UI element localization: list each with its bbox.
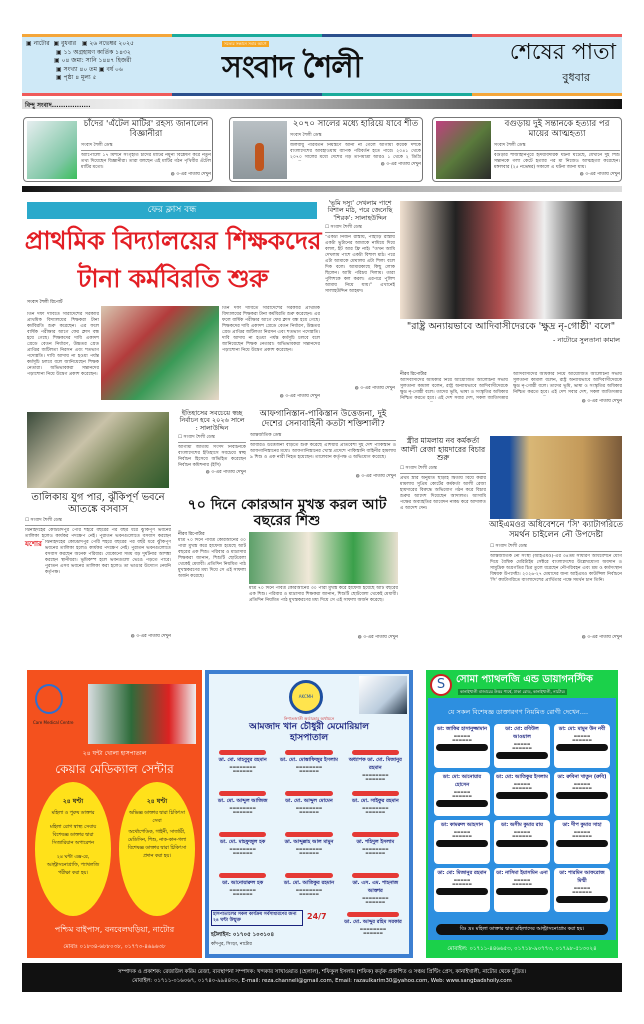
continued-link[interactable]: ৩-এর পাতায় দেখুন	[361, 473, 396, 479]
lead-byline: সংবাদ শৈলী রিপোর্ট	[27, 300, 63, 305]
ad-title: সোমা প্যাথলজি এন্ড ডায়াগনস্টিক	[456, 674, 593, 685]
doctor-card: ডা: মো: আনোয়ার হোসেন ▬▬▬▬▬ ▬▬▬▬▬▬	[434, 772, 490, 816]
section-strip	[22, 99, 622, 109]
afghan-story[interactable]: আফগানিস্তান-পাকিস্তান উত্তেজনা, দুই দেশের সেনাবাহিনী কতটা শক্তিশালী? আন্তর্জাতিক ডেস্ক আবারও উত্তেজনা বাড়তে শুরু করেছে এশিয়ার প্রতিবেশী দুই দেশ পাকিস্তান ও আফগানিস্তানের মধ্যে। আফগানিস্তানের খোস্ত প্রদেশে পাকিস্তানি বাহিনীর হামলায় ৯ শিশু ও এক নারী নিহত হয়েছেন। তালেবান কর্তৃপক্ষ এ অভিযোগ করেছে। ◍ ৩-এর পাতায় দেখুন	[250, 409, 396, 479]
doctor-list	[434, 724, 610, 912]
story-byline: সংবাদ শৈলী ডেস্ক	[183, 435, 215, 441]
lead-headline[interactable]: প্রাথমিক বিদ্যালয়ের শিক্ষকদের টানা কর্মবিরতি শুরু	[24, 226, 322, 293]
imo-story[interactable]: আইএমওর অধিবেশনে 'সি' ক্যাটাগরিতে সমর্থন চাইলেন নৌ উপদেষ্টা ☐ সংবাদ শৈলী ডেস্ক আন্তর্জাতিক নৌ সংস্থা (আইএমও)-এর ৩৪তম সাধারণ অধিবেশনে যোগ দিয়ে বৈশ্বিক মেরিটাইম সেক্টরে বাংলাদেশের উল্লেখযোগ্য অবদান ও সামুদ্রিক অগ্রগতির চিত্র তুলে ধরেছেন নৌপরিবহন এবং শ্রম ও কর্মসংস্থান বিষয়ক উপদেষ্টা। ২০২৬-২৭ মেয়াদের জন্য আইএমও কাউন্সিল নির্বাচনে 'সি' ক্যাটাগরিতে বাংলাদেশের প্রার্থিতার পক্ষে সমর্থন চান তিনি। ◍ ৩-এর পাতায় দেখুন	[489, 520, 623, 640]
ad-subtitle: নিশাতজাতী অর্ডারহার অর্থায়নে	[283, 716, 335, 721]
story-body-col2: ঝিনাইদহের কোটচাঁদপুর পৌর শহরে বছরের পর বছর ধরে ঝুঁকিপূর্ণ ভবনের তালিকা হলেও কার্যকর পদক্ষেপ নেই। পুরাতন ভবনগুলোতে বসবাস করছেন অনেক পরিবার। যেকোনো সময় বড় দুর্ঘটনার আশঙ্কা করছেন স্থানীয়রা। ভূমিকম্প হলে ভবনগুলো ভেঙে পড়তে পারে। পুরাতন এসব ভবনের তালিকা করা হলেও তা ভাঙার উদ্যোগ নেয়নি কর্তৃপক্ষ।	[44, 540, 171, 575]
lead-photo	[101, 306, 219, 400]
ad-notice: বিঃ দ্রঃ মহিলা ডাক্তার দ্বারা মহিলাদের আল্ট্রাসনোগ্রাম করা হয়।	[436, 924, 608, 935]
meta-hijri-date: ০৪ জমা: সানি ১৪৪৭ হিজরী	[61, 57, 132, 64]
doctor-name: ডা. মো. আতিকুর রহমান	[283, 880, 335, 886]
doctor-card: ডা. শহিদুল ইসলাম ▬▬▬▬▬▬▬▬ ▬▬▬▬▬▬	[344, 830, 407, 868]
hospital-logo: AKCMH	[289, 680, 323, 714]
doctor-name: ডা: মো: মিজানুর রহমান	[437, 870, 487, 876]
story-title[interactable]: ইতিহাসের সবচেয়ে স্বচ্ছ নির্বাচন হবে ২০২৬ সালে : সালাউদ্দিন	[179, 409, 245, 432]
meta-issue: সংখ্যা ৪০ তম	[63, 65, 97, 73]
logo-tagline: সত্যের সন্ধানে সবার আগে	[224, 41, 267, 46]
doctor-list	[211, 748, 407, 909]
doctor-name: ডা: জাকির হাসানুজ্জামান	[437, 726, 487, 732]
doctor-card: ডা. মো. মাহবুবুর রহমান ▬▬▬▬▬▬▬▬ ▬▬▬▬▬▬	[211, 748, 274, 786]
footer-publisher: সম্পাদক ও প্রকাশক: রেজাউল করিম রেজা, ব্যবস্থাপনা সম্পাদক: খন্দকার সাখাওয়াত (হেলাল), শফিকুল ইসলাম (শফিক) কর্তৃক প্রকাশিত ও সঞ্চয় প্রিন্টিং প্রেস, কানাইখালী, নাটোর থেকে মুদ্রিত।	[117, 969, 527, 975]
story-title[interactable]: আফগানিস্তান-পাকিস্তান উত্তেজনা, দুই দেশের সেনাবাহিনী কতটা শক্তিশালী?	[259, 409, 387, 429]
doctor-name: ডা: দীপ কুমার সাহা	[562, 822, 602, 828]
story-body: আদিবাসীদের অধিকার নিয়ে আয়োজিত আলোচনা সভায় সুলতানা কামাল বলেন, রাষ্ট্র অন্যায়ভাবে আদিবাসীদেরকে ক্ষুদ্র নৃ-গোষ্ঠী বলে। তাদের ভূমি, ভাষা ও সংস্কৃতির অধিকার নিশ্চিত করতে হবে। এই দেশ সবার দেশ, সকল জাতিসত্তার	[400, 378, 508, 401]
doctor-name: ডা. মো. আব্দুর রহিম সরকার	[344, 919, 402, 925]
location-label: যশোর	[25, 540, 42, 548]
doctor-name: ডা. মো. সাইফুর রহমান	[351, 798, 399, 804]
story-byline: সংবাদ শৈলী ডেস্ক	[30, 518, 62, 523]
lead-body: তিন দফা দাবিতে সারাদেশের সরকারি প্রাথমিক বিদ্যালয়ের শিক্ষকরা টানা কর্মবিরতি শুরু করেছেন। এর ফলে বার্ষিক পরীক্ষার আগে ফের ক্লাস বন্ধ হয়ে গেছে। শিক্ষকদের দাবি একাদশ গ্রেডে বেতন নির্ধারণ, উচ্চতর গ্রেড প্রাপ্তির জটিলতা নিরসন এবং শতভাগ পদোন্নতি। দাবি আদায় না হওয়া পর্যন্ত কর্মসূচি চলবে বলে জানিয়েছেন শিক্ষক নেতারা। অভিভাবকরা সন্তানদের পড়াশোনা নিয়ে উদ্বেগ প্রকাশ করেছেন।	[27, 312, 99, 377]
page-title: শেষের পাতা	[509, 40, 616, 65]
ad-amjad-hospital[interactable]	[205, 670, 413, 958]
ad-address: কাঁদপুর, সিংড়া, নাটোর	[211, 942, 252, 947]
doctor-card: ডা. মো. আব্দুর রহিম সরকার ▬▬▬▬▬▬▬▬ ▬▬▬▬▬▬	[339, 910, 407, 946]
story-byline: আন্তর্জাতিক ডেস্ক	[250, 432, 396, 441]
doctor-card: ডা: মো: রবিউল আওয়াল ▬▬▬▬▬ ▬▬▬▬▬▬	[494, 724, 550, 768]
ad-care-medical[interactable]	[27, 670, 202, 958]
hospital-photo	[88, 684, 196, 744]
continued-link[interactable]: ৩-এর পাতায় দেখুন	[585, 171, 620, 177]
doctor-card: ডা: মো: মিজানুর রহমান ▬▬▬▬▬ ▬▬▬▬▬▬	[434, 868, 490, 912]
doctor-name: ডা. মো. মাহফুজুল হক	[220, 839, 266, 845]
microscope-photo	[359, 676, 407, 714]
ad-hotline[interactable]: হটলাইন: ০১৭০৫ ১০৩১০৪	[211, 932, 275, 938]
care-logo-icon	[35, 684, 63, 714]
story-byline: সংবাদ শৈলী ডেস্ক	[290, 132, 421, 141]
story-body: মাত্র ৭০ দিনে পবিত্র কোরআনের ৩০ পারা মুখস্ত করে হাফেজ হয়েছে আট বছরের এক শিশু। পরিবার ও মাদ্রাসার শিক্ষকরা জানান, শিশুটি ছোটবেলা থেকেই মেধাবী। প্রতিদিন নিয়মিত পাঠ মুখস্তকরণের মধ্য দিয়ে সে এই সাফল্য অর্জন করেছে।	[178, 538, 246, 580]
ad-oval-right: ২৪ ঘণ্টা অভিজ্ঞ ডাক্তার দ্বারা চিকিৎসা সেবা অর্থোপেডিক, গাইনী, সার্জারী, মেডিসিন, শিশু, নাক-কান-গলা বিশেষজ্ঞ ডাক্তার দ্বারা চিকিৎসা প্রদান করা হয়।	[119, 782, 195, 916]
doctor-card: ডা. আনোয়ারুল হক ▬▬▬▬▬▬▬▬ ▬▬▬▬▬▬	[211, 871, 274, 909]
ad-address: পশ্চিম বাইপাস, বনবেলঘড়িয়া, নাটোর	[54, 925, 175, 934]
continued-link[interactable]: ৩-এর পাতায় দেখুন	[587, 635, 622, 640]
doctor-name: ডা: কামরুল আহসান	[440, 822, 484, 828]
story-photo	[27, 121, 77, 179]
doctor-card: ডা: মো: মামুন উন নবী ▬▬▬▬▬ ▬▬▬▬▬▬	[554, 724, 610, 768]
divider	[22, 186, 622, 192]
quote-story-photo	[400, 201, 622, 319]
newspaper-logo[interactable]: সংবাদ শৈলী	[222, 50, 362, 85]
story-title[interactable]: স্ত্রীর মামলায় নব কর্মকর্তা আলী রেজা হায়দারের বিচার শুরু	[400, 436, 486, 463]
doctor-card: ডা: শারমিন আফরোজ মিম্মী ▬▬▬▬▬ ▬▬▬▬▬▬	[554, 868, 610, 912]
story-byline: সংবাদ শৈলী ডেস্ক	[405, 465, 437, 471]
lead-kicker: ফের ক্লাস বন্ধ	[27, 202, 317, 219]
story-body: প্রথম স্ত্রীর অনুমতি ছাড়াই দ্বিতীয় বিয়ে করার মামলায় সুপ্রিম কোর্টের কর্মকর্তা আলী রেজা হায়দারের বিরুদ্ধে অভিযোগ গঠন করে বিচার শুরুর আদেশ দিয়েছেন আদালত। আসামি পক্ষের অব্যাহতির আবেদন নাকচ করে আদালত এ আদেশ দেন।	[400, 475, 486, 511]
ad-title: কেয়ার মেডিক্যাল সেন্টার	[55, 762, 174, 776]
story-title[interactable]: 'ভূমি দস্যু' দেখলাম পাশে বিশাল মাঠ, পরে জেনেছি 'শিরক': সালাহউদ্দিন	[327, 199, 393, 222]
wife-case-story[interactable]: স্ত্রীর মামলায় নব কর্মকর্তা আলী রেজা হায়দারের বিচার শুরু ☐ সংবাদ শৈলী ডেস্ক প্রথম স্ত্রীর অনুমতি ছাড়াই দ্বিতীয় বিয়ে করার মামলায় সুপ্রিম কোর্টের কর্মকর্তা আলী রেজা হায়দারের বিরুদ্ধে অভিযোগ গঠন করে বিচার শুরুর আদেশ দিয়েছেন আদালত। আসামি পক্ষের অব্যাহতির আবেদন নাকচ করে আদালত এ আদেশ দেন।	[400, 437, 486, 626]
badge-24-7: 24/7	[307, 912, 327, 921]
building-headline[interactable]: তালিকায় যুগ পার, ঝুঁকিপূর্ণ ভবনে আতঙ্কে বসবাস	[31, 492, 165, 515]
ad-soma-pathology[interactable]	[426, 670, 618, 958]
issue-meta: ▣ নাটোর ▣ বুধবার ▣ ২৬ নভেম্বর ২০২৫ ▣ ১১ অগ্রহায়ণ কার্তিক ১৪৩২ ▣ ০৪ জমা: সানি ১৪৪৭ হিজরী ▣ সংখ্যা ৪০ তম ▣ বর্ষ ০৬ ▣ পৃষ্ঠা ৪ মূল্য ৫	[26, 40, 134, 81]
continued-link[interactable]: ৩-এর পাতায় দেখুন	[360, 386, 395, 392]
lead-body-col2: তিন দফা দাবিতে সারাদেশের সরকারি প্রাথমিক বিদ্যালয়ের শিক্ষকরা টানা কর্মবিরতি শুরু করেছেন। এর ফলে বার্ষিক পরীক্ষার আগে ফের ক্লাস বন্ধ হয়ে গেছে। শিক্ষকদের দাবি একাদশ গ্রেডে বেতন নির্ধারণ, উচ্চতর গ্রেড প্রাপ্তির জটিলতা নিরসন এবং শতভাগ পদোন্নতি। দাবি আদায় না হওয়া পর্যন্ত কর্মসূচি চলবে বলে জানিয়েছেন শিক্ষক নেতারা। অভিভাবকরা সন্তানদের পড়াশোনা নিয়ে উদ্বেগ প্রকাশ করেছেন।	[222, 306, 320, 353]
doctor-name: ডা: শারমিন আফরোজ মিম্মী	[559, 870, 605, 884]
masthead	[22, 37, 622, 93]
story-body: আবারও উত্তেজনা বাড়তে শুরু করেছে এশিয়ার প্রতিবেশী দুই দেশ পাকিস্তান ও আফগানিস্তানের মধ্যে। আফগানিস্তানের খোস্ত প্রদেশে পাকিস্তানি বাহিনীর হামলায় ৯ শিশু ও এক নারী নিহত হয়েছেন। তালেবান কর্তৃপক্ষ এ অভিযোগ করেছে।	[250, 442, 396, 460]
story-body: ঝিনাইদহের কোটচাঁদপুর পৌর শহরে বছরের পর বছর ধরে ঝুঁকিপূর্ণ ভবনের তালিকা হলেও কার্যকর পদক্ষেপ নেই। পুরাতন ভবনগুলোতে বসবাস করছেন	[25, 528, 171, 539]
story-body: বগুড়ার শাজাহানপুরে হৃদয়বিদারক ঘটনা ঘটেছে, যেখানে দুই শিশু সন্তানকে গলা কেটে হত্যার পর মা নিজেও আত্মহত্যা করেছেন। মঙ্গলবার (২৫ নভেম্বর) সকালে এ ঘটনা জানা যায়।	[494, 152, 620, 170]
imo-photo	[490, 436, 622, 519]
care-logo-text: Care Medical Centre	[33, 720, 74, 725]
story-byline: নীরব রিপোর্টার	[400, 372, 427, 377]
page-day: বুধবার	[562, 71, 590, 84]
doctor-name: ডা: মো: আনোয়ার হোসেন	[442, 774, 482, 788]
meta-location: নাটোর	[33, 40, 50, 47]
story-body: জলবায়ু পরিবর্তন নিয়ন্ত্রণে আনা না গেলে আগামী কয়েক দশকে বাংলাদেশের আবহাওয়ায় ব্যাপক পরিবর্তন হতে পারে। ২০৪১ থেকে ২০৭০ সালের মধ্যে দেশের গড় তাপমাত্রা আরও ১ থেকে ২ ডিগ্রি	[290, 142, 421, 160]
footer-contact[interactable]: মোবাইল: ০১৭১১-০১৬০৬৭, ০১৭৪০-৯৯৪৪৩০, E-mail: reza.channeli@gmail.com, Email: razaulkarim30@yahoo.com, Web: www.sangbadshoily.com	[132, 978, 512, 984]
building-photo	[27, 412, 169, 488]
story-byline: সংবাদ শৈলী ডেস্ক	[330, 225, 362, 231]
quran-story[interactable]: ৭০ দিনে কোরআন মুখস্ত করল আট বছরের শিশু নীরব রিপোর্টার মাত্র ৭০ দিনে পবিত্র কোরআনের ৩০ পারা মুখস্ত করে হাফেজ হয়েছে আট বছরের এক শিশু। পরিবার ও মাদ্রাসার শিক্ষকরা জানান, শিশুটি ছোটবেলা থেকেই মেধাবী। প্রতিদিন নিয়মিত পাঠ মুখস্তকরণের মধ্য দিয়ে সে এই সাফল্য অর্জন করেছে। মাত্র ৭০ দিনে পবিত্র কোরআনের ৩০ পারা মুখস্ত করে হাফেজ হয়েছে আট বছরের এক শিশু। পরিবার ও মাদ্রাসার শিক্ষকরা জানান, শিশুটি ছোটবেলা থেকেই মেধাবী। প্রতিদিন নিয়মিত পাঠ মুখস্তকরণের মধ্য দিয়ে সে এই সাফল্য অর্জন করেছে। ◍ ৩-এর পাতায় দেখুন	[178, 497, 398, 640]
doctor-name: ডা: রুবিনা খাতুন (রুবি)	[557, 774, 607, 780]
doctor-name: অধ্যাপক ডা. মো. মিজানুর রহমান	[348, 757, 402, 771]
ad-oval-left: ২৪ ঘণ্টা মহিলা ও পুরুষ ডাক্তার মহিলা রোগ স্বাস্থ্য সেবায় বিশেষজ্ঞ ডাক্তার দ্বারা সিজারিয়ান অপারেশন ২৪ ঘন্টা এক্স-রে, আল্ট্রাসনোগ্রাফি, প্যাথলজি পরীক্ষা করা হয়।	[35, 782, 111, 916]
continued-link[interactable]: ৩-এর পাতায় দেখুন	[211, 470, 246, 476]
doctor-name: ডা. শহিদুল ইসলাম	[356, 839, 395, 845]
quran-headline[interactable]: ৭০ দিনে কোরআন মুখস্ত করল আট বছরের শিশু	[187, 497, 387, 530]
story-body-col2: মাত্র ৭০ দিনে পবিত্র কোরআনের ৩০ পারা মুখস্ত করে হাফেজ হয়েছে আট বছরের এক শিশু। পরিবার ও মাদ্রাসার শিক্ষকরা জানান, শিশুটি ছোটবেলা থেকেই মেধাবী। প্রতিদিন নিয়মিত পাঠ মুখস্তকরণের মধ্য দিয়ে সে এই সাফল্য অর্জন করেছে।	[249, 586, 398, 604]
story-byline: সংবাদ শৈলী ডেস্ক	[494, 142, 620, 151]
meta-pages: পৃষ্ঠা ৪	[63, 74, 80, 81]
ad-phone[interactable]: মোবাঃ ০১৮৩৪-৬৮৮০৩৮, ০১৭৭৩-৪৬৯৬৩৮	[63, 944, 166, 950]
doctor-name: ডা. মো. আব্দুল মোমেন	[285, 798, 333, 804]
ad-notice: হাসপাতালের সকল কার্যক্রম সর্বসাধারণের জন্য ২৪ ঘন্টা উন্মুক্ত	[211, 910, 303, 926]
quote-story-heading	[398, 322, 624, 370]
continued-link[interactable]: ৩-এর পাতায় দেখুন	[363, 635, 398, 640]
doctor-card: ডা: জাকির হাসানুজ্জামান ▬▬▬▬▬ ▬▬▬▬▬▬	[434, 724, 490, 768]
doctor-card: ডা: রুবিনা খাতুন (রুবি) ▬▬▬▬▬ ▬▬▬▬▬▬	[554, 772, 610, 816]
doctor-card: ডা. মো. মোস্তাফিজুর ইসলাম ▬▬▬▬▬▬▬▬ ▬▬▬▬▬▬	[277, 748, 340, 786]
continued-link[interactable]: ৩-এর পাতায় দেখুন	[285, 394, 320, 399]
doctor-card: ডা: নাসিমা ইয়াসমিন এনা ▬▬▬▬▬ ▬▬▬▬▬▬	[494, 868, 550, 912]
doctor-card: ডা: মো: আতিকুর ইসলাম ▬▬▬▬▬ ▬▬▬▬▬▬	[494, 772, 550, 816]
meta-day: বুধবার	[61, 40, 77, 47]
meta-price: মূল্য ৫	[81, 74, 97, 81]
story-body: অ্যাপোলো ১৭ মিশনে সংগৃহীত চাঁদের মাটির নমুনা বিশ্লেষণ করে নতুন তথ্য দিয়েছেন বিজ্ঞানীরা। তারা বলছেন এই মাটির গঠন পৃথিবীর এঁটেল মাটির মতো।	[81, 152, 211, 170]
ad-tagline: ২৪ ঘন্টা খোলা হাসপাতাল	[82, 750, 147, 757]
ad-address: কানাইখালী বাজারের উত্তর পার্শ্বে, ঢাকা রোড, কানাইখালী, নাটোর।	[460, 689, 566, 694]
doctor-card: ডা. মো. আব্দুল আজিজ ▬▬▬▬▬▬▬▬ ▬▬▬▬▬▬	[211, 789, 274, 827]
doctor-card: ডা. আব্দুল্লাহ আল মামুন ▬▬▬▬▬▬▬▬ ▬▬▬▬▬▬	[277, 830, 340, 868]
quran-photo	[249, 532, 398, 584]
doctor-card: ডা: দীপ কুমার সাহা ▬▬▬▬▬ ▬▬▬▬▬▬	[554, 820, 610, 864]
doctor-name: ডা. আব্দুল্লাহ আল মামুন	[284, 839, 334, 845]
sidebar-story[interactable]: 'ভূমি দস্যু' দেখলাম পাশে বিশাল মাঠ, পরে জেনেছি 'শিরক': সালাহউদ্দিন ☐ সংবাদ শৈলী ডেস্ক "একটা নির্জন রাস্তায়, পাহাড়ি রাস্তায় একটা ভুটানের আমাকে নামিয়ে দিয়ে বলল, ইট আর ফ্রি নাই। "তখন আমি দেখলাম পাশে একটা বিশাল মাঠ। পরে এটা আমাকে মেঘালয় এটা শিলং বলে দিক বলে। আমারকাছে কিছু লোক ছিলেন। আমি পরিচয় দিলাম। তারা পুলিশকে কল করল। এরপরে পুলিশ আমায় নিয়ে যায়।" এখানেই সালাহউদ্দিন আহমদ। ◍ ৩-এর পাতায় দেখুন	[325, 199, 395, 392]
doctor-name: ডা. আনোয়ারুল হক	[222, 880, 264, 886]
quote-attribution: - নাটোরে সুলতানা কামাল	[553, 335, 620, 344]
building-story[interactable]: তালিকায় যুগ পার, ঝুঁকিপূর্ণ ভবনে আতঙ্কে বসবাস ☐ সংবাদ শৈলী ডেস্ক ঝিনাইদহের কোটচাঁদপুর পৌর শহরে বছরের পর বছর ধরে ঝুঁকিপূর্ণ ভবনের তালিকা হলেও কার্যকর পদক্ষেপ নেই। পুরাতন ভবনগুলোতে বসবাস করছেন যশোর ঝিনাইদহের কোটচাঁদপুর পৌর শহরে বছরের পর বছর ধরে ঝুঁকিপূর্ণ ভবনের তালিকা হলেও কার্যকর পদক্ষেপ নেই। পুরাতন ভবনগুলোতে বসবাস করছেন অনেক পরিবার। যেকোনো সময় বড় দুর্ঘটনার আশঙ্কা করছেন স্থানীয়রা। ভূমিকম্প হলে ভবনগুলো ভেঙে পড়তে পারে। পুরাতন এসব ভবনের তালিকা করা হলেও তা ভাঙার উদ্যোগ নেয়নি কর্তৃপক্ষ। ◍ ৩-এর পাতায় দেখুন	[25, 492, 171, 639]
story-body: "একটা নির্জন রাস্তায়, পাহাড়ি রাস্তায় একটা ভুটানের আমাকে নামিয়ে দিয়ে বলল, ইট আর ফ্রি নাই। "তখন আমি দেখলাম পাশে একটা বিশাল মাঠ। পরে এটা আমাকে মেঘালয় এটা শিলং বলে দিক বলে। আমারকাছে কিছু লোক ছিলেন। আমি পরিচয় দিলাম। তারা পুলিশকে কল করল। এরপরে পুলিশ আমায় নিয়ে যায়।" এখানেই সালাহউদ্দিন আহমদ।	[325, 235, 395, 295]
footer-imprint	[22, 963, 622, 992]
story-title[interactable]: চাঁদের 'এঁটেল মাটির' রহস্য জানালেন বিজ্ঞানীরা	[83, 119, 209, 139]
story-byline: সংবাদ শৈলী ডেস্ক	[81, 142, 211, 151]
imo-headline[interactable]: আইএমওর অধিবেশনে 'সি' ক্যাটাগরিতে সমর্থন চাইলেন নৌ উপদেষ্টা	[489, 520, 623, 540]
story-byline: সংবাদ শৈলী ডেস্ক	[495, 543, 527, 549]
color-stripe-bottom	[22, 93, 622, 96]
meta-bangla-date: ১১ অগ্রহায়ণ কার্তিক ১৪৩২	[63, 48, 131, 56]
story-title[interactable]: ২০৭০ সালের মধ্যে হারিয়ে যাবে শীত	[292, 119, 419, 129]
doctor-name: ডা. মো. মাহবুবুর রহমান	[218, 757, 267, 763]
top-story-1[interactable]: চাঁদের 'এঁটেল মাটির' রহস্য জানালেন বিজ্ঞানীরা সংবাদ শৈলী ডেস্ক অ্যাপোলো ১৭ মিশনে সংগৃহীত চাঁদের মাটির নমুনা বিশ্লেষণ করে নতুন তথ্য দিয়েছেন বিজ্ঞানীরা। তারা বলছেন এই মাটির গঠন পৃথিবীর এঁটেল মাটির মতো। ◍ ৩-এর পাতায় দেখুন	[23, 117, 213, 182]
story-body: আগামী জাতীয় সংসদ নির্বাচনকে বাংলাদেশের ইতিহাসে সবচেয়ে স্বচ্ছ নির্বাচন হিসেবে অভিহিত করেছেন নির্বাচন কমিশনার (ইসি)	[178, 445, 246, 469]
history-story[interactable]: ইতিহাসের সবচেয়ে স্বচ্ছ নির্বাচন হবে ২০২৬ সালে : সালাউদ্দিন ☐ সংবাদ শৈলী ডেস্ক আগামী জাতীয় সংসদ নির্বাচনকে বাংলাদেশের ইতিহাসে সবচেয়ে স্বচ্ছ নির্বাচন হিসেবে অভিহিত করেছেন নির্বাচন কমিশনার (ইসি) ◍ ৩-এর পাতায় দেখুন	[178, 409, 246, 476]
continued-link[interactable]: ৩-এর পাতায় দেখুন	[136, 634, 171, 639]
story-photo	[436, 121, 491, 179]
doctor-name: ডা. মো. আব্দুল আজিজ	[217, 798, 268, 804]
story-body: আন্তর্জাতিক নৌ সংস্থা (আইএমও)-এর ৩৪তম সাধারণ অধিবেশনে যোগ দিয়ে বৈশ্বিক মেরিটাইম সেক্টরে বাংলাদেশের উল্লেখযোগ্য অবদান ও সামুদ্রিক অগ্রগতির চিত্র তুলে ধরেছেন নৌপরিবহন এবং শ্রম ও কর্মসংস্থান বিষয়ক উপদেষ্টা। ২০২৬-২৭ মেয়াদের জন্য আইএমও কাউন্সিল নির্বাচনে 'সি' ক্যাটাগরিতে বাংলাদেশের প্রার্থিতার পক্ষে সমর্থন চান তিনি।	[490, 553, 622, 583]
continued-link[interactable]: ৩-এর পাতায় দেখুন	[386, 161, 421, 167]
doctor-card: ডা. মো. সাইফুর রহমান ▬▬▬▬▬▬▬▬ ▬▬▬▬▬▬	[344, 789, 407, 827]
doctor-card: অধ্যাপক ডা. মো. মিজানুর রহমান ▬▬▬▬▬▬▬▬ ▬▬▬▬▬▬	[344, 748, 407, 786]
doctor-name: ডা: নাসিমা ইয়াসমিন এনা	[496, 870, 548, 876]
story-body-col2: আদিবাসীদের অধিকার নিয়ে আয়োজিত আলোচনা সভায় সুলতানা কামাল বলেন, রাষ্ট্র অন্যায়ভাবে আদিবাসীদেরকে ক্ষুদ্র নৃ-গোষ্ঠী বলে। তাদের ভূমি, ভাষা ও সংস্কৃতির অধিকার নিশ্চিত করতে হবে। এই দেশ সবার দেশ, সকল জাতিসত্তার	[513, 372, 622, 395]
doctor-card: ডা. মো. মাহফুজুল হক ▬▬▬▬▬▬▬▬ ▬▬▬▬▬▬	[211, 830, 274, 868]
section-label: বিন্দু সংবাদ.................	[25, 102, 91, 109]
doctor-name: ডা. এস. এম. শাহনাজ আক্তার	[352, 880, 399, 894]
doctor-card: ডা. মো. আতিকুর রহমান ▬▬▬▬▬▬▬▬ ▬▬▬▬▬▬	[277, 871, 340, 909]
meta-year: বর্ষ ০৬	[106, 65, 123, 73]
story-title[interactable]: বগুড়ায় দুই সন্তানকে হত্যার পর মায়ের আত্মহত্যা	[504, 119, 610, 139]
doctor-name: ডা: মো: আতিকুর ইসলাম	[496, 774, 548, 780]
ad-phone[interactable]: মোবাইল: ০১৭১১-৪৪৬৬৫৩, ০১৭১৮-৯০৭৭৩, ০১৭৯৮-৫১৩০২৪	[428, 940, 616, 958]
top-story-3[interactable]: বগুড়ায় দুই সন্তানকে হত্যার পর মায়ের আত্মহত্যা সংবাদ শৈলী ডেস্ক বগুড়ার শাজাহানপুরে হৃদয়বিদারক ঘটনা ঘটেছে, যেখানে দুই শিশু সন্তানকে গলা কেটে হত্যার পর মা নিজেও আত্মহত্যা করেছেন। মঙ্গলবার (২৫ নভেম্বর) সকালে এ ঘটনা জানা যায়। ◍ ৩-এর পাতায় দেখুন	[432, 117, 622, 182]
continued-link[interactable]: ৩-এর পাতায় দেখুন	[176, 171, 211, 177]
doctor-name: ডা: মো: মামুন উন নবী	[558, 726, 606, 732]
doctor-name: ডা: অসীম কুমার রায়	[501, 822, 543, 828]
story-photo	[233, 121, 287, 179]
doctor-card: ডা. মো. আব্দুল মোমেন ▬▬▬▬▬▬▬▬ ▬▬▬▬▬▬	[277, 789, 340, 827]
doctor-card: ডা: কামরুল আহসান ▬▬▬▬▬ ▬▬▬▬▬▬	[434, 820, 490, 864]
doctor-name: ডা. মো. মোস্তাফিজুর ইসলাম	[280, 757, 338, 763]
doctor-card: ডা. এস. এম. শাহনাজ আক্তার ▬▬▬▬▬▬▬▬ ▬▬▬▬▬▬	[344, 871, 407, 909]
ad-heading: যে সকল বিশেষজ্ঞ ডাক্তারগণ নিয়মিত রোগী দেখেন....	[448, 708, 589, 716]
ad-title: আমজাদ খান চৌধুরী মেমোরিয়াল হাসপাতাল	[249, 722, 369, 743]
doctor-name: ডা: মো: রবিউল আওয়াল	[505, 726, 539, 740]
top-story-2[interactable]: ২০৭০ সালের মধ্যে হারিয়ে যাবে শীত সংবাদ শৈলী ডেস্ক জলবায়ু পরিবর্তন নিয়ন্ত্রণে আনা না গেলে আগামী কয়েক দশকে বাংলাদেশের আবহাওয়ায় ব্যাপক পরিবর্তন হতে পারে। ২০৪১ থেকে ২০৭০ সালের মধ্যে দেশের গড় তাপমাত্রা আরও ১ থেকে ২ ডিগ্রি ◍ ৩-এর পাতায় দেখুন	[229, 117, 423, 182]
continued-link[interactable]: ৩-এর পাতায় দেখুন	[587, 399, 622, 404]
quote-headline[interactable]: "রাষ্ট্র অন্যায়ভাবে আদিবাসীদেরকে 'ক্ষুদ্র নৃ-গোষ্ঠী' বলে"	[406, 321, 616, 332]
soma-logo-icon: S	[430, 674, 452, 696]
meta-date: ২৬ নভেম্বর ২০২৫	[89, 40, 134, 47]
story-byline: নীরব রিপোর্টার	[178, 532, 205, 538]
doctor-card: ডা: অসীম কুমার রায় ▬▬▬▬▬ ▬▬▬▬▬▬	[494, 820, 550, 864]
